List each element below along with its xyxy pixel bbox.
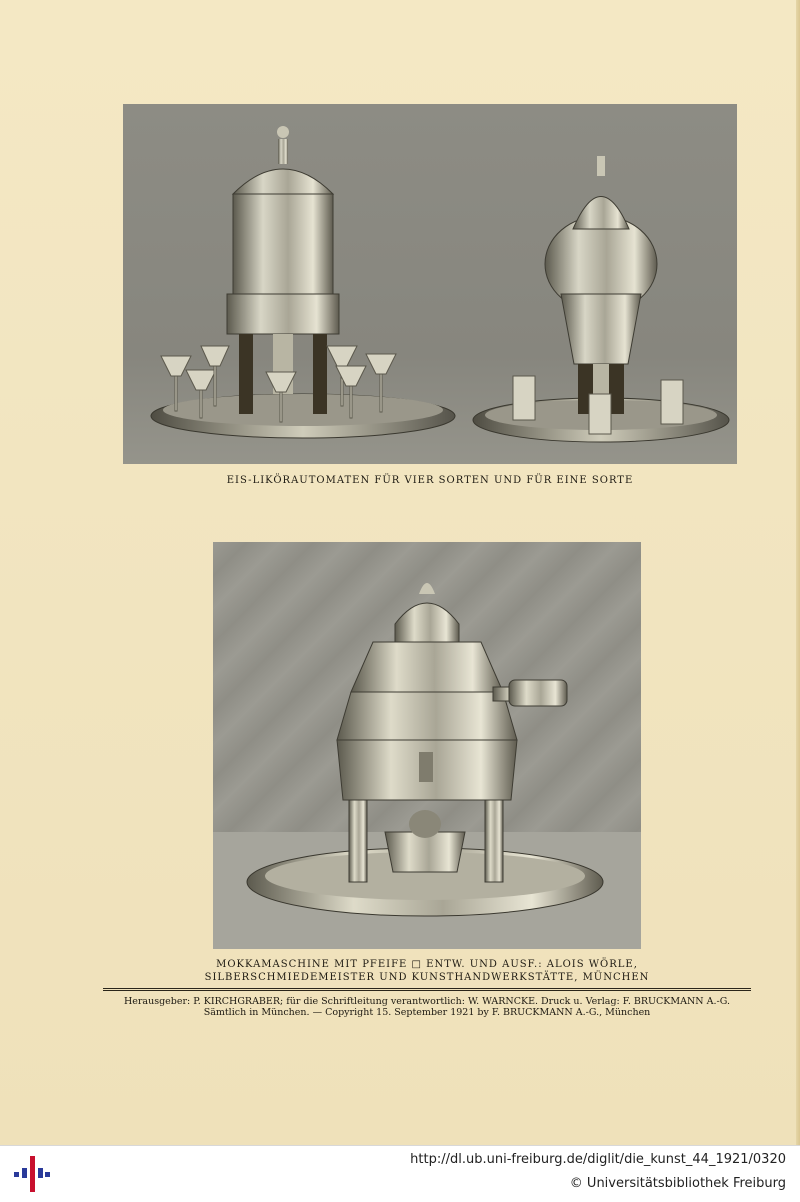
ub-freiburg-logo-icon [12,1154,52,1194]
library-copyright: © Universitätsbibliothek Freiburg [569,1176,786,1191]
photo-mocha-machine [213,542,641,949]
copyright-imprint: Sämtlich in München. — Copyright 15. September 1921 by F. BRUCKMANN A.-G., München [203,1007,651,1018]
publisher-imprint: Herausgeber: P. KIRCHGRABER; für die Schriftleitung verantwortlich: W. WARNCKE. Druck u. Verlag: F. BRUCKMANN A.-G. [123,996,730,1007]
imprint-rule [103,990,751,991]
photo-caption-dispensers: EIS-LIKÖRAUTOMATEN FÜR VIER SORTEN UND FÜR EINE SORTE [226,475,634,486]
photo-caption-mocha-line1: MOKKAMASCHINE MIT PFEIFE □ ENTW. UND AUSF.: ALOIS WÖRLE, [216,959,638,970]
photo-liqueur-dispensers [123,104,737,464]
mocha-machine-illustration [213,542,641,949]
photo-caption-mocha-line2: SILBERSCHMIEDEMEISTER UND KUNSTHANDWERKSTÄTTE, MÜNCHEN [204,972,650,983]
viewer-footer [0,1145,800,1202]
liqueur-dispensers-illustration [123,104,737,464]
page-edge [796,0,800,1145]
imprint-rule [103,988,751,989]
permalink-link[interactable]: http://dl.ub.uni-freiburg.de/diglit/die_kunst_44_1921/0320 [410,1152,786,1167]
